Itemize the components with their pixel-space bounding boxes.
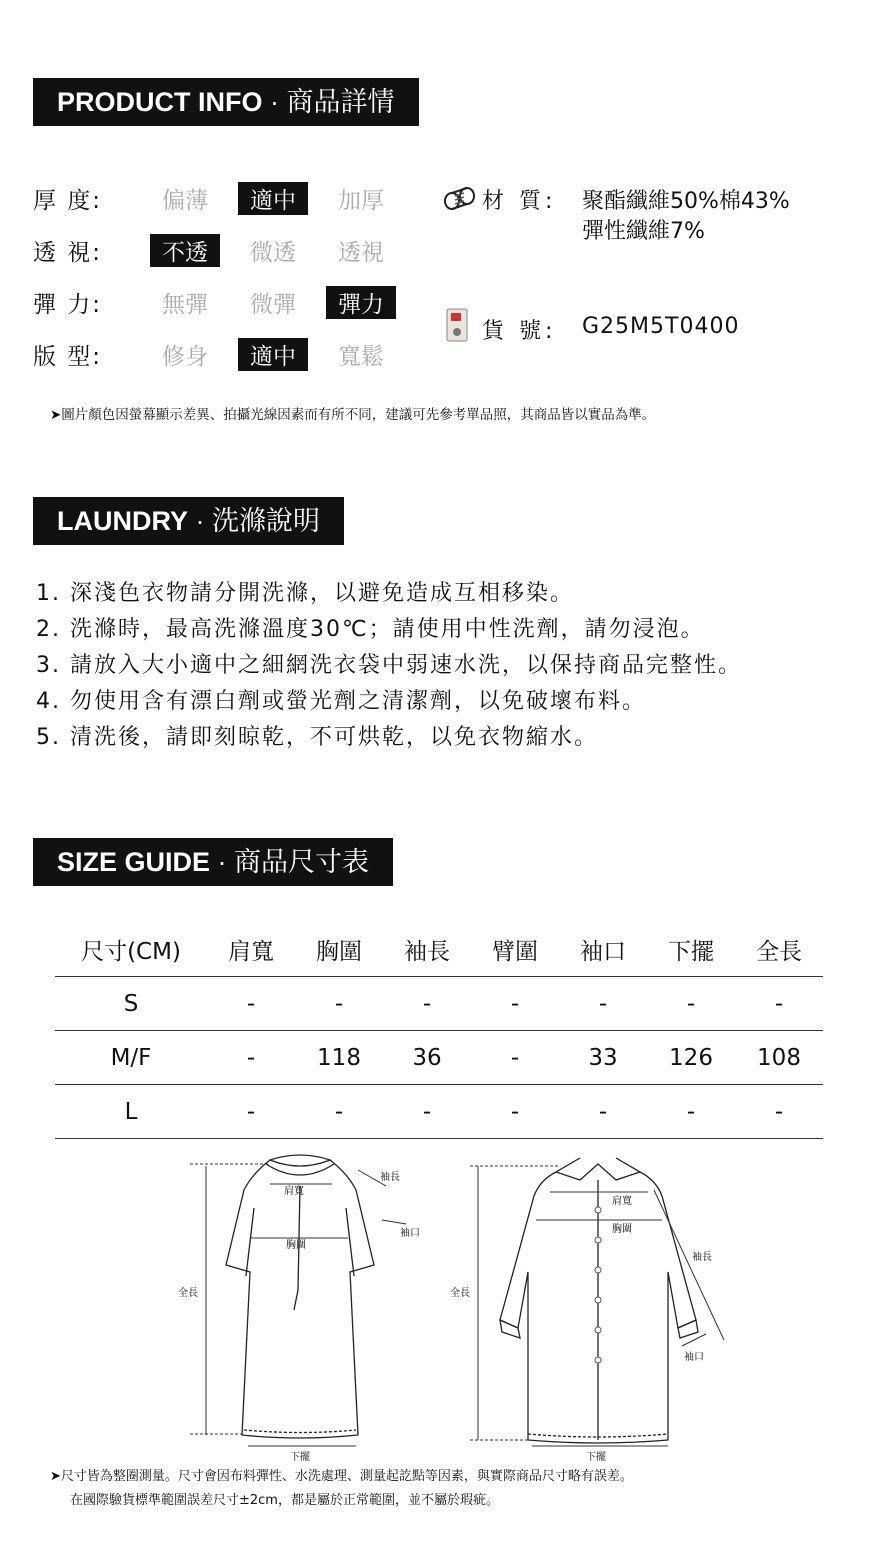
- size-col-header: 全長: [756, 938, 802, 965]
- size-cell: 118: [317, 1044, 361, 1071]
- laundry-list: [36, 576, 742, 756]
- size-cell: -: [246, 1044, 256, 1071]
- size-guide-header: [33, 838, 393, 886]
- sku-label: 貨 號:: [482, 319, 557, 344]
- laundry-item: 2. 洗滌時，最高洗滌溫度30℃；請使用中性洗劑，請勿浸泡。: [36, 617, 705, 642]
- size-cell: -: [774, 1098, 784, 1125]
- attr-option-selected: 彈力: [326, 286, 396, 319]
- size-cell: 108: [757, 1044, 801, 1071]
- size-table: [55, 922, 823, 1139]
- material-value-line1: 聚酯纖維50%棉43%: [582, 189, 790, 214]
- product-info-header-en: PRODUCT INFO: [57, 87, 263, 117]
- diagram-label-sleeve: 袖長: [380, 1172, 400, 1183]
- size-cell: -: [510, 1098, 520, 1125]
- product-info-header: [33, 78, 419, 126]
- attr-row-thickness: [33, 180, 405, 216]
- attr-option-selected: 適中: [238, 338, 308, 371]
- size-cell: -: [686, 1098, 696, 1125]
- size-col-header: 尺寸(CM): [81, 938, 181, 965]
- size-cell: -: [246, 1098, 256, 1125]
- size-cell: -: [334, 1098, 344, 1125]
- material-label: 材 質:: [482, 189, 557, 214]
- size-table-header-row: [55, 922, 823, 977]
- attr-option-selected: 不透: [150, 234, 220, 267]
- size-cell: L: [124, 1098, 138, 1125]
- size-cell: -: [422, 1098, 432, 1125]
- size-cell: 126: [669, 1044, 713, 1071]
- size-col-header: 袖口: [580, 938, 626, 965]
- attr-option: 加厚: [338, 187, 384, 214]
- size-cell: -: [246, 990, 256, 1017]
- size-footnote-line1: ➤尺寸皆為整圈測量。尺寸會因布料彈性、水洗處理、測量起訖點等因素，與實際商品尺寸略有誤差。: [50, 1469, 633, 1484]
- attr-option: 修身: [162, 343, 208, 370]
- laundry-header-en: LAUNDRY: [57, 506, 188, 536]
- size-cell: -: [510, 1044, 520, 1071]
- thread-spool-icon: [442, 184, 478, 220]
- diagram-label-length: 全長: [450, 1288, 470, 1299]
- size-col-header: 臂圍: [492, 938, 538, 965]
- diagram-label-sleeve: 袖長: [692, 1252, 712, 1263]
- attr-row-fit: [33, 336, 405, 372]
- diagram-label-hem: 下擺: [586, 1452, 606, 1463]
- diagram-label-chest: 胸圍: [612, 1224, 632, 1235]
- size-col-header: 袖長: [404, 938, 450, 965]
- table-row: [55, 977, 823, 1031]
- size-cell: -: [686, 990, 696, 1017]
- diagram-label-shoulder: 肩寬: [284, 1186, 304, 1197]
- attr-option: 偏薄: [162, 187, 208, 214]
- laundry-item: 4. 勿使用含有漂白劑或螢光劑之清潔劑，以免破壞布料。: [36, 689, 646, 714]
- size-col-header: 下擺: [668, 938, 714, 965]
- laundry-header-zh: · 洗滌說明: [188, 506, 320, 536]
- diagram-label-cuff: 袖口: [684, 1352, 704, 1363]
- diagram-label-cuff: 袖口: [400, 1228, 420, 1239]
- diagram-label-shoulder: 肩寬: [612, 1196, 632, 1207]
- attr-label: 彈 力:: [33, 291, 103, 318]
- diagram-label-chest: 胸圍: [286, 1240, 306, 1251]
- size-col-header: 肩寬: [228, 938, 274, 965]
- shirt-dress-diagram: [440, 1150, 740, 1465]
- attr-option: 無彈: [162, 291, 208, 318]
- table-row: [55, 1031, 823, 1085]
- color-disclaimer-note: ➤圖片顏色因螢幕顯示差異、拍攝光線因素而有所不同，建議可先參考單品照，其商品皆以實品為準。: [50, 407, 656, 423]
- attr-label: 厚 度:: [33, 187, 103, 214]
- attr-option: 寬鬆: [338, 343, 384, 370]
- diagram-label-hem: 下擺: [290, 1452, 310, 1463]
- laundry-header: [33, 497, 344, 545]
- size-cell: -: [334, 990, 344, 1017]
- diagram-label-length: 全長: [178, 1288, 198, 1299]
- size-cell: M/F: [110, 1044, 152, 1071]
- product-info-header-zh: · 商品詳情: [262, 87, 395, 117]
- tshirt-dress-diagram: [170, 1150, 440, 1465]
- size-footnote-line2: 在國際驗貨標準範圍誤差尺寸±2cm，都是屬於正常範圍，並不屬於瑕疵。: [70, 1493, 499, 1508]
- attr-option-selected: 適中: [238, 182, 308, 215]
- size-cell: -: [510, 990, 520, 1017]
- laundry-item: 1. 深淺色衣物請分開洗滌，以避免造成互相移染。: [36, 581, 574, 606]
- table-row: [55, 1085, 823, 1139]
- attr-option: 微透: [250, 239, 296, 266]
- attr-label: 版 型:: [33, 343, 103, 370]
- size-col-header: 胸圍: [316, 938, 362, 965]
- size-cell: -: [422, 990, 432, 1017]
- sku-value: G25M5T0400: [582, 314, 740, 339]
- material-value-line2: 彈性纖維7%: [582, 219, 705, 244]
- size-cell: -: [598, 1098, 608, 1125]
- laundry-item: 5. 清洗後，請即刻晾乾，不可烘乾，以免衣物縮水。: [36, 725, 598, 750]
- size-cell: -: [598, 990, 608, 1017]
- size-cell: 33: [588, 1044, 618, 1071]
- attr-option: 透視: [338, 239, 384, 266]
- size-cell: -: [774, 990, 784, 1017]
- size-cell: S: [123, 990, 139, 1017]
- tag-icon: [442, 306, 472, 350]
- attr-row-opacity: [33, 232, 405, 268]
- attr-label: 透 視:: [33, 239, 103, 266]
- laundry-item: 3. 請放入大小適中之細網洗衣袋中弱速水洗，以保持商品完整性。: [36, 653, 742, 678]
- size-guide-header-en: SIZE GUIDE: [57, 847, 218, 877]
- size-cell: 36: [412, 1044, 442, 1071]
- attr-option: 微彈: [250, 291, 296, 318]
- attr-row-elasticity: [33, 284, 405, 320]
- size-guide-header-zh: · 商品尺寸表: [217, 847, 370, 877]
